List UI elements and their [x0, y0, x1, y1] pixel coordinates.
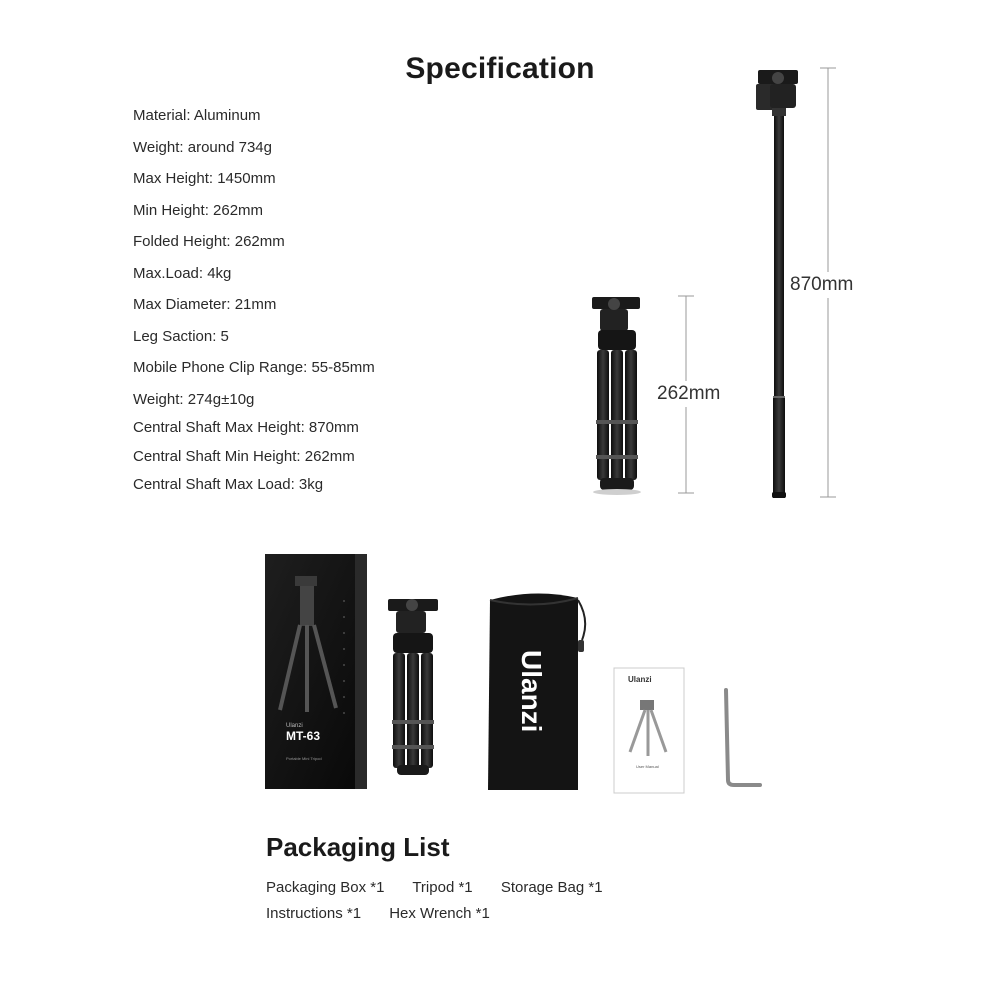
spec-min-height: Min Height: 262mm: [133, 201, 264, 219]
tripod-image: [388, 599, 438, 775]
packaging-item-tripod: Tripod *1: [412, 879, 473, 896]
storage-bag-image: [488, 593, 585, 790]
shaft-height-label: 870mm: [790, 272, 853, 298]
instructions-manual-image: [614, 668, 684, 793]
manual-caption-text: User Manual: [636, 764, 659, 769]
packaging-box-image: [265, 554, 367, 789]
spec-phone-clip-range: Mobile Phone Clip Range: 55-85mm: [133, 359, 375, 376]
box-model-text: MT-63: [286, 729, 321, 743]
spec-shaft-weight: Weight: 274g±10g: [133, 390, 255, 408]
packaging-item-hex-wrench: Hex Wrench *1: [389, 905, 490, 922]
packaging-item-instructions: Instructions *1: [266, 905, 362, 922]
packaging-item-storage-bag: Storage Bag *1: [500, 879, 603, 896]
packaging-list: [266, 876, 627, 928]
spec-folded-height: Folded Height: 262mm: [133, 233, 285, 250]
packaging-list-title: Packaging List: [266, 832, 450, 862]
spec-material: Material: Aluminum: [133, 107, 261, 124]
spec-leg-section: Leg Saction: 5: [133, 327, 229, 345]
box-brand-text: Ulanzi: [286, 723, 303, 729]
spec-weight: Weight: around 734g: [133, 138, 272, 156]
packaging-row: [266, 902, 627, 928]
spec-max-diameter: Max Diameter: 21mm: [133, 296, 277, 313]
spec-max-height: Max Height: 1450mm: [133, 170, 276, 187]
spec-shaft-min-height: Central Shaft Min Height: 262mm: [133, 447, 355, 465]
folded-tripod-image: [592, 297, 641, 495]
packaging-item-box: Packaging Box *1: [266, 879, 385, 896]
page-title: Specification: [405, 52, 595, 85]
packaging-row: [266, 876, 627, 902]
hex-wrench-image: [726, 690, 760, 785]
spec-shaft-max-height: Central Shaft Max Height: 870mm: [133, 419, 359, 436]
spec-max-load: Max.Load: 4kg: [133, 264, 232, 282]
spec-shaft-max-load: Central Shaft Max Load: 3kg: [133, 476, 324, 493]
manual-brand-text: Ulanzi: [628, 675, 652, 684]
box-subtitle-text: Portable Mini Tripod: [286, 756, 322, 761]
bag-brand-text: Ulanzi: [516, 650, 547, 733]
tripod-height-label: 262mm: [657, 381, 720, 407]
